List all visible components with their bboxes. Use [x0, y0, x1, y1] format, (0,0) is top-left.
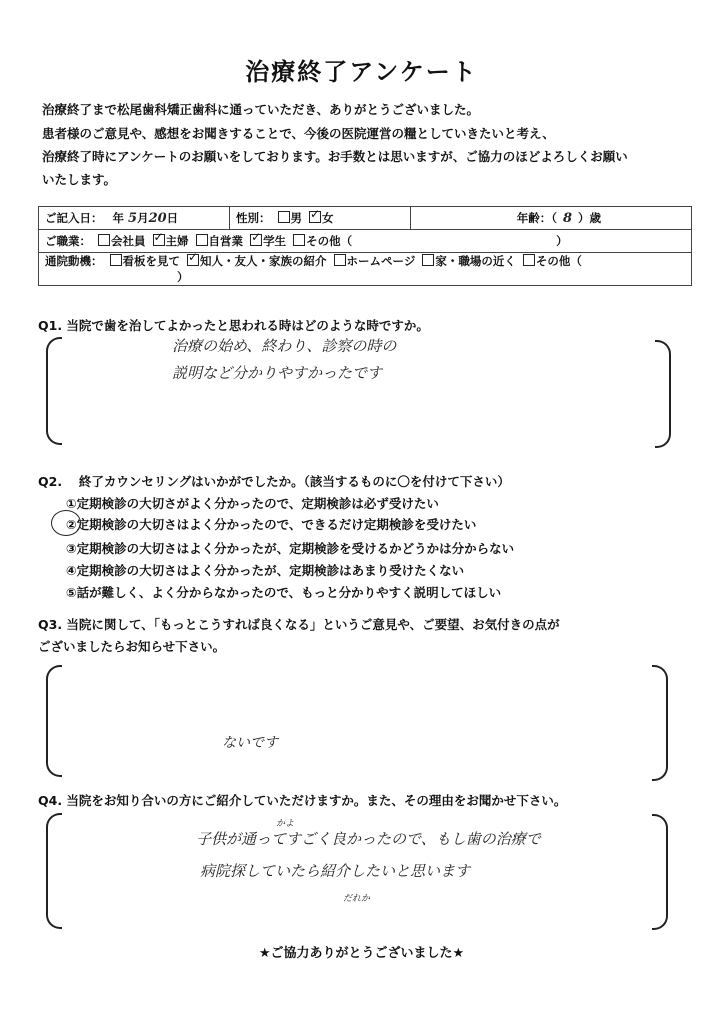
motive-cell	[39, 253, 692, 286]
q4-question: Q4. 当院をお知り合いの方にご紹介していただけますか。また、その理由をお聞かせ下さい。	[38, 793, 567, 808]
job-company-checkbox[interactable]	[98, 234, 110, 246]
q3-question-line-2: ございましたらお知らせ下さい。	[38, 639, 226, 654]
motive-option-homepage: ホームページ	[346, 254, 416, 268]
motive-close-paren: ）	[177, 270, 189, 284]
date-label: ご記入日：	[45, 211, 103, 225]
date-cell	[39, 207, 230, 230]
q4-answer-line-2: 病院探していたら紹介したいと思います	[200, 862, 471, 880]
age-suffix: ）歳	[578, 211, 601, 225]
info-row-motive	[39, 253, 692, 286]
job-selfemployed-checkbox[interactable]	[196, 234, 208, 246]
patient-info-table	[38, 206, 692, 286]
gender-cell	[230, 207, 411, 230]
motive-option-signboard: 看板を見て	[122, 254, 181, 268]
age-cell	[411, 207, 692, 230]
gender-male-checkbox[interactable]	[278, 211, 290, 223]
q4-answer-bracket-right	[652, 814, 668, 930]
q4-answer-bracket-left	[46, 813, 62, 929]
job-option-company: 会社員	[111, 234, 146, 248]
motive-other-checkbox[interactable]	[523, 254, 535, 266]
q1-answer-line-2: 説明など分かりやすかったです	[172, 364, 383, 382]
gender-female-label: 女	[322, 211, 334, 225]
job-label: ご職業：	[45, 234, 91, 248]
day-value: 20	[148, 211, 167, 226]
job-option-student: 学生	[263, 234, 287, 248]
gender-male-label: 男	[290, 211, 303, 225]
q2-question: Q2. 終了カウンセリングはいかがでしたか。（該当するものに〇を付けて下さい）	[38, 474, 510, 489]
q2-option-2: ②定期検診の大切さはよく分かったので、できるだけ定期検診を受けたい	[66, 517, 477, 532]
info-row-date-gender-age	[39, 207, 692, 230]
job-student-checkbox[interactable]	[250, 234, 262, 246]
q2-selected-circle	[51, 510, 81, 536]
info-row-job	[39, 230, 692, 253]
age-value: 8	[562, 211, 572, 226]
motive-label: 通院動機：	[45, 254, 103, 268]
q1-question: Q1. 当院で歯を治してよかったと思われる時はどのような時ですか。	[38, 318, 429, 333]
q2-option-1: ①定期検診の大切さがよく分かったので、定期検診は必ず受けたい	[66, 496, 439, 511]
motive-homepage-checkbox[interactable]	[334, 254, 346, 266]
gender-label: 性別：	[236, 211, 271, 225]
q4-answer-line-1: 子供が通ってすごく良かったので、もし歯の治療で	[196, 830, 541, 848]
q2-option-3: ③定期検診の大切さはよく分かったが、定期検診を受けるかどうかは分からない	[66, 541, 515, 556]
motive-option-other: その他（	[535, 254, 582, 268]
job-option-housewife: 主婦	[165, 234, 189, 248]
motive-referral-checkbox[interactable]	[187, 254, 199, 266]
q4-ruby-kayo: かよ	[276, 819, 295, 829]
q1-answer-bracket-right	[655, 340, 671, 448]
intro-line-1: 治療終了まで松尾歯科矯正歯科に通っていただき、ありがとうございました。	[42, 102, 480, 117]
motive-nearby-checkbox[interactable]	[422, 254, 434, 266]
motive-option-referral: 知人・友人・家族の紹介	[200, 254, 327, 268]
job-option-other: その他（	[306, 234, 353, 248]
job-other-checkbox[interactable]	[293, 234, 305, 246]
motive-signboard-checkbox[interactable]	[110, 254, 122, 266]
day-label: 日	[166, 211, 179, 225]
month-value: 5	[128, 211, 138, 226]
q1-answer-line-1: 治療の始め、終わり、診察の時の	[172, 337, 397, 355]
job-close-paren: ）	[556, 234, 568, 248]
q3-answer-bracket-right	[652, 665, 668, 781]
intro-line-3: 治療終了時にアンケートのお願いをしております。お手数とは思いますが、ご協力のほどよろしくお願い	[42, 149, 628, 164]
gender-female-checkbox[interactable]	[309, 211, 321, 223]
q2-option-5: ⑤話が難しく、よく分からなかったので、もっと分かりやすく説明してほしい	[66, 585, 502, 600]
intro-line-2: 患者様のご意見や、感想をお聞きすることで、今後の医院運営の糧としていきたいと考え、	[42, 126, 555, 141]
job-housewife-checkbox[interactable]	[153, 234, 165, 246]
q3-answer-bracket-left	[46, 665, 62, 777]
q2-option-4: ④定期検診の大切さはよく分かったが、定期検診はあまり受けたくない	[66, 563, 465, 578]
month-label: 月	[137, 211, 149, 225]
intro-line-4: いたします。	[42, 172, 117, 187]
motive-option-nearby: 家・職場の近く	[435, 254, 516, 268]
thanks-footer: ★ご協力ありがとうございました★	[258, 946, 465, 961]
q4-insert-note: だれか	[343, 894, 371, 904]
job-cell	[39, 230, 692, 253]
year-label: 年	[112, 211, 125, 225]
q3-question-line-1: Q3. 当院に関して、「もっとこうすれば良くなる」というご意見や、ご要望、お気付きの点が	[38, 617, 560, 632]
age-label: 年齢：（	[516, 211, 557, 225]
q1-answer-bracket-left	[46, 337, 62, 445]
job-option-selfemployed: 自営業	[208, 234, 244, 248]
page-title: 治療終了アンケート	[245, 58, 478, 86]
q3-answer: ないです	[222, 735, 278, 751]
